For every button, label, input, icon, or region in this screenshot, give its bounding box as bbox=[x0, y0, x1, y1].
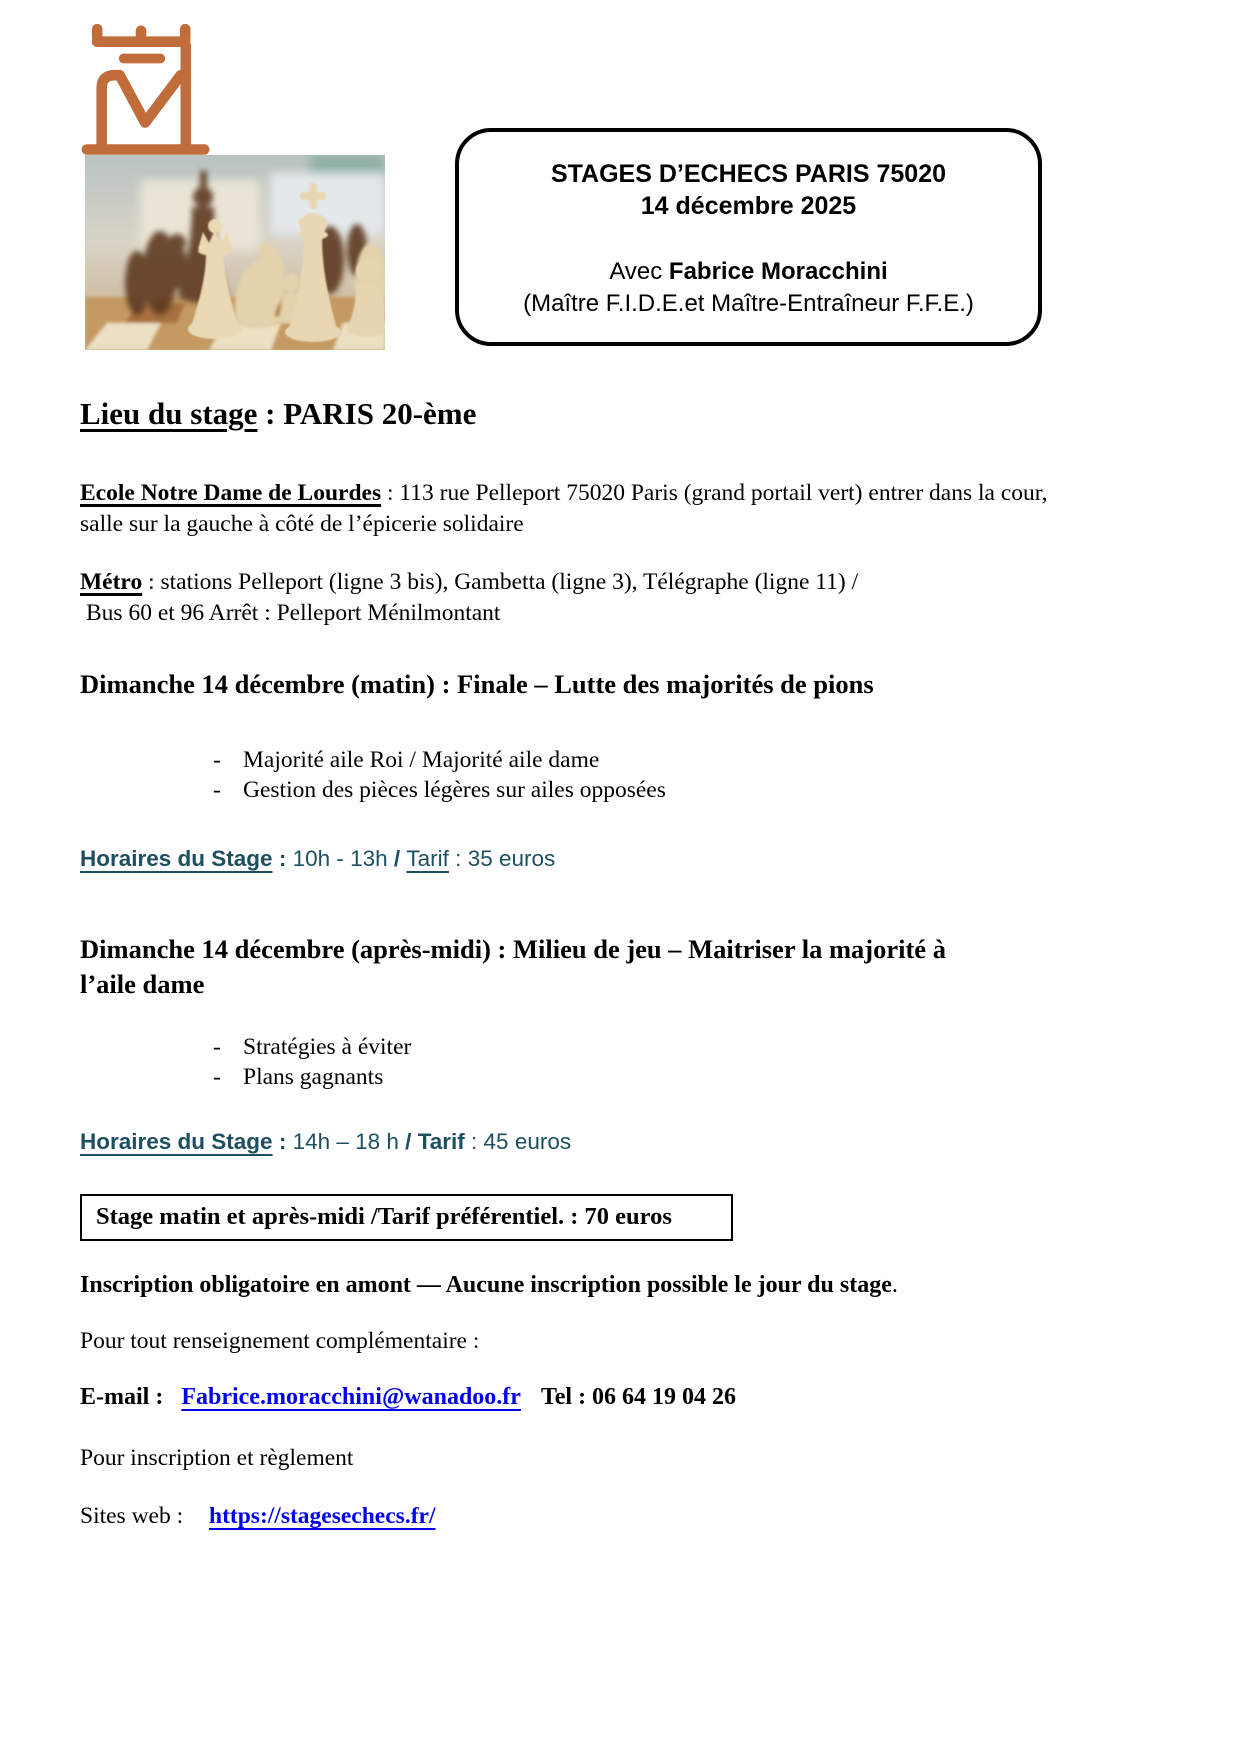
flyer-body bbox=[80, 0, 1080, 1530]
info-line: Pour tout renseignement complémentaire : bbox=[80, 1328, 480, 1354]
location-heading: Lieu du stage : PARIS 20-ème bbox=[80, 396, 477, 431]
flyer-date: 14 décembre 2025 bbox=[640, 192, 857, 220]
websites-line: Sites web : https://stagesechecs.fr/ bbox=[80, 1503, 436, 1529]
morning-topics-list bbox=[80, 745, 1080, 805]
afternoon-session-heading: Dimanche 14 décembre (après-midi) : Milieu de jeu – Maitriser la majorité à l’aile dame bbox=[80, 934, 946, 999]
afternoon-schedule: Horaires du Stage : 14h – 18 h / Tarif : 45 euros bbox=[80, 1129, 572, 1154]
registration-notice: Inscription obligatoire en amont — Aucune inscription possible le jour du stage. bbox=[80, 1272, 898, 1298]
website-link[interactable]: https://stagesechecs.fr/ bbox=[209, 1503, 436, 1529]
afternoon-price: 45 euros bbox=[483, 1129, 572, 1154]
school-address: Ecole Notre Dame de Lourdes : 113 rue Pelleport 75020 Paris (grand portail vert) entrer dans la cour, salle sur la gauche à côté de l’épicerie solidaire bbox=[80, 480, 1054, 537]
list-item: - Gestion des pièces légères sur ailes opposées bbox=[213, 777, 666, 803]
morning-price: 35 euros bbox=[467, 846, 556, 871]
instructor-name: Fabrice Moracchini bbox=[668, 258, 888, 285]
instructor-titles: (Maître F.I.D.E.et Maître-Entraîneur F.F.E.) bbox=[523, 290, 974, 317]
bus-info: Bus 60 et 96 Arrêt : Pelleport Ménilmontant bbox=[86, 600, 501, 626]
morning-schedule: Horaires du Stage : 10h - 13h / Tarif : 35 euros bbox=[80, 846, 556, 871]
afternoon-topics-list bbox=[80, 1032, 1080, 1092]
list-item: - Majorité aile Roi / Majorité aile dame bbox=[213, 747, 600, 773]
phone-number: Tel : 06 64 19 04 26 bbox=[540, 1384, 737, 1410]
list-item: - Plans gagnants bbox=[213, 1064, 384, 1090]
flyer-instructor: Avec Fabrice Moracchini bbox=[609, 258, 888, 285]
combined-rate-box: Stage matin et après-midi /Tarif préférentiel. : 70 euros bbox=[80, 1194, 733, 1241]
location-value: PARIS 20-ème bbox=[283, 396, 477, 431]
flyer-title: STAGES D’ECHECS PARIS 75020 bbox=[550, 160, 947, 188]
email-link[interactable]: Fabrice.moracchini@wanadoo.fr bbox=[181, 1384, 521, 1410]
morning-session-heading: Dimanche 14 décembre (matin) : Finale – Lutte des majorités de pions bbox=[80, 669, 874, 699]
payment-line: Pour inscription et règlement bbox=[80, 1445, 354, 1471]
list-item: - Stratégies à éviter bbox=[213, 1034, 412, 1060]
metro-info: Métro : stations Pelleport (ligne 3 bis), Gambetta (ligne 3), Télégraphe (ligne 11) / Bus 60 et 96 Arrêt : Pelleport Ménilmontant bbox=[80, 569, 859, 626]
contact-line: E-mail : Fabrice.moracchini@wanadoo.fr Tel : 06 64 19 04 26 bbox=[80, 1384, 737, 1410]
